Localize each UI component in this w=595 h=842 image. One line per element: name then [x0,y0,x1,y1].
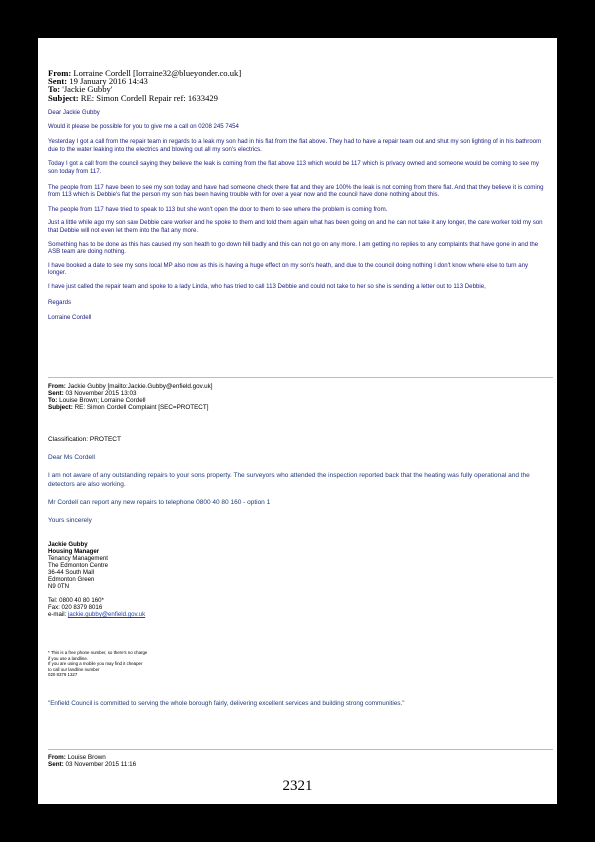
email1-paragraph: Today I got a call from the council saying they believe the leak is coming from the flat above 113 which would be 117 which is privacy owned and someone would be coming to see my son today from 117. [48,160,539,175]
council-tagline: "Enfield Council is committed to serving the whole borough fairly, delivering excellent services and building strong communities." [48,700,405,707]
email1-paragraph: I have just called the repair team and spoke to a lady Linda, who has tried to call 113 Debbie and could not take to her so she is sending a letter out to 113 Debbie, [48,282,486,290]
email2-from: From: Jackie Gubby [mailto:Jackie.Gubby@enfield.gov.uk] [48,383,213,390]
email1-greeting: Dear Jackie Gubby [48,109,100,116]
email1-sent: Sent: 19 January 2016 14:43 [48,76,148,87]
email1-subject: Subject: RE: Simon Cordell Repair ref: 1633429 [48,92,218,103]
email2-to: To: Louise Brown; Lorraine Cordell [48,397,146,405]
email2-closing: Yours sincerely [48,517,92,524]
email1-paragraph: Would it please be possible for you to give me a call on 0208 245 7454 [48,122,239,130]
signature-line: Edmonton Green [48,576,95,583]
email1-from: From: Lorraine Cordell [lorraine32@blueyonder.co.uk] [48,68,242,78]
signature-fax: Fax: 020 8379 8016 [48,604,103,611]
email1-paragraph: The people from 117 have tried to speak to 113 but she won't open the door to them to see where the problem is coming from. [48,205,388,213]
footnote-line: to call our landline number [48,666,100,672]
email2-paragraph: I am not aware of any outstanding repairs to your sons property. The surveyors who attended the inspection reported back that the heating was fully operational and the detectors are also working. [48,472,530,488]
email2-greeting: Dear Ms Cordell [48,454,95,461]
signature-block [48,541,548,618]
email2-subject: Subject: RE: Simon Cordell Complaint [SEC=PROTECT] [48,404,209,412]
signature-line: N9 0TN [48,583,69,590]
email1-paragraph: The people from 117 have been to see my son today and have had someone check there flat and they are 100% the leak is not coming from there flat. And that they believe it is coming from 113 which is Debbie's flat the person my son has been having trouble with for over a year now and the council have done nothing about this. [48,183,544,199]
email-link[interactable]: jackie.gubby@enfield.gov.uk [67,611,146,618]
signature-name: Jackie Gubby [48,541,88,548]
divider [48,377,553,378]
email1-body [48,109,548,322]
footnote-line: If you are using a mobile you may find it cheaper [48,661,143,667]
classification-label: Classification: PROTECT [48,436,121,443]
email3-from: From: Louise Brown [48,754,106,761]
email2-paragraph: Mr Cordell can report any new repairs to telephone 0800 40 80 160 - option 1 [48,499,271,506]
email2-body [48,453,548,525]
email1-regards: Regards [48,298,72,306]
signature-title: Housing Manager [48,548,100,555]
footnote-block [48,650,548,678]
email1-signoff: Lorraine Cordell [48,314,92,322]
signature-line: The Edmonton Centre [48,562,108,569]
email3-sent: Sent: 03 November 2015 11:16 [48,761,137,769]
divider [48,749,553,750]
signature-tel: Tel: 0800 40 80 160* [48,597,104,604]
footnote-line: * This is a free phone number, so there's no charge [48,650,148,655]
signature-line: Tenancy Management [48,555,108,562]
footnote-line: 020 8379 1327 [48,672,78,678]
email2-sent: Sent: 03 November 2015 13:03 [48,390,137,398]
page-number: 2321 [282,778,313,794]
email1-paragraph: Just a little while ago my son saw Debbie care worker and he spoke to them and told them again what has been going on and he can not take it any longer, the care worker told my son that Debbie will not even let them into the flat any more. [48,219,543,234]
signature-line: 36-44 South Mall [48,569,95,576]
document-page [38,38,557,804]
email1-to: To: 'Jackie Gubby' [48,84,113,95]
signature-email: e-mail: jackie.gubby@enfield.gov.uk [48,611,146,618]
email1-paragraph: I have booked a date to see my sons local MP also now as this is having a huge effect on my son's heath, and due to the council doing nothing I don't know where else to turn any longer. [48,261,529,277]
email1-header [48,69,548,102]
email3-header [48,754,548,768]
email1-paragraph: Yesterday I got a call from the repair team in regards to a leak my son had in his flat from the flat above. They had to have a repair team out and shut my son lighting of in his bathroom due to the water leaking into the electrics and blowing out all my son's electrics. [48,138,542,153]
footnote-line: if you use a landline. [48,655,89,661]
email1-paragraph: Something has to be done as this has caused my son heath to go down hill badly and this can not go on any more. I am getting no replies to any complaints that have gone in and the ASB team are doing nothing. [48,240,539,256]
email2-header [48,383,548,411]
